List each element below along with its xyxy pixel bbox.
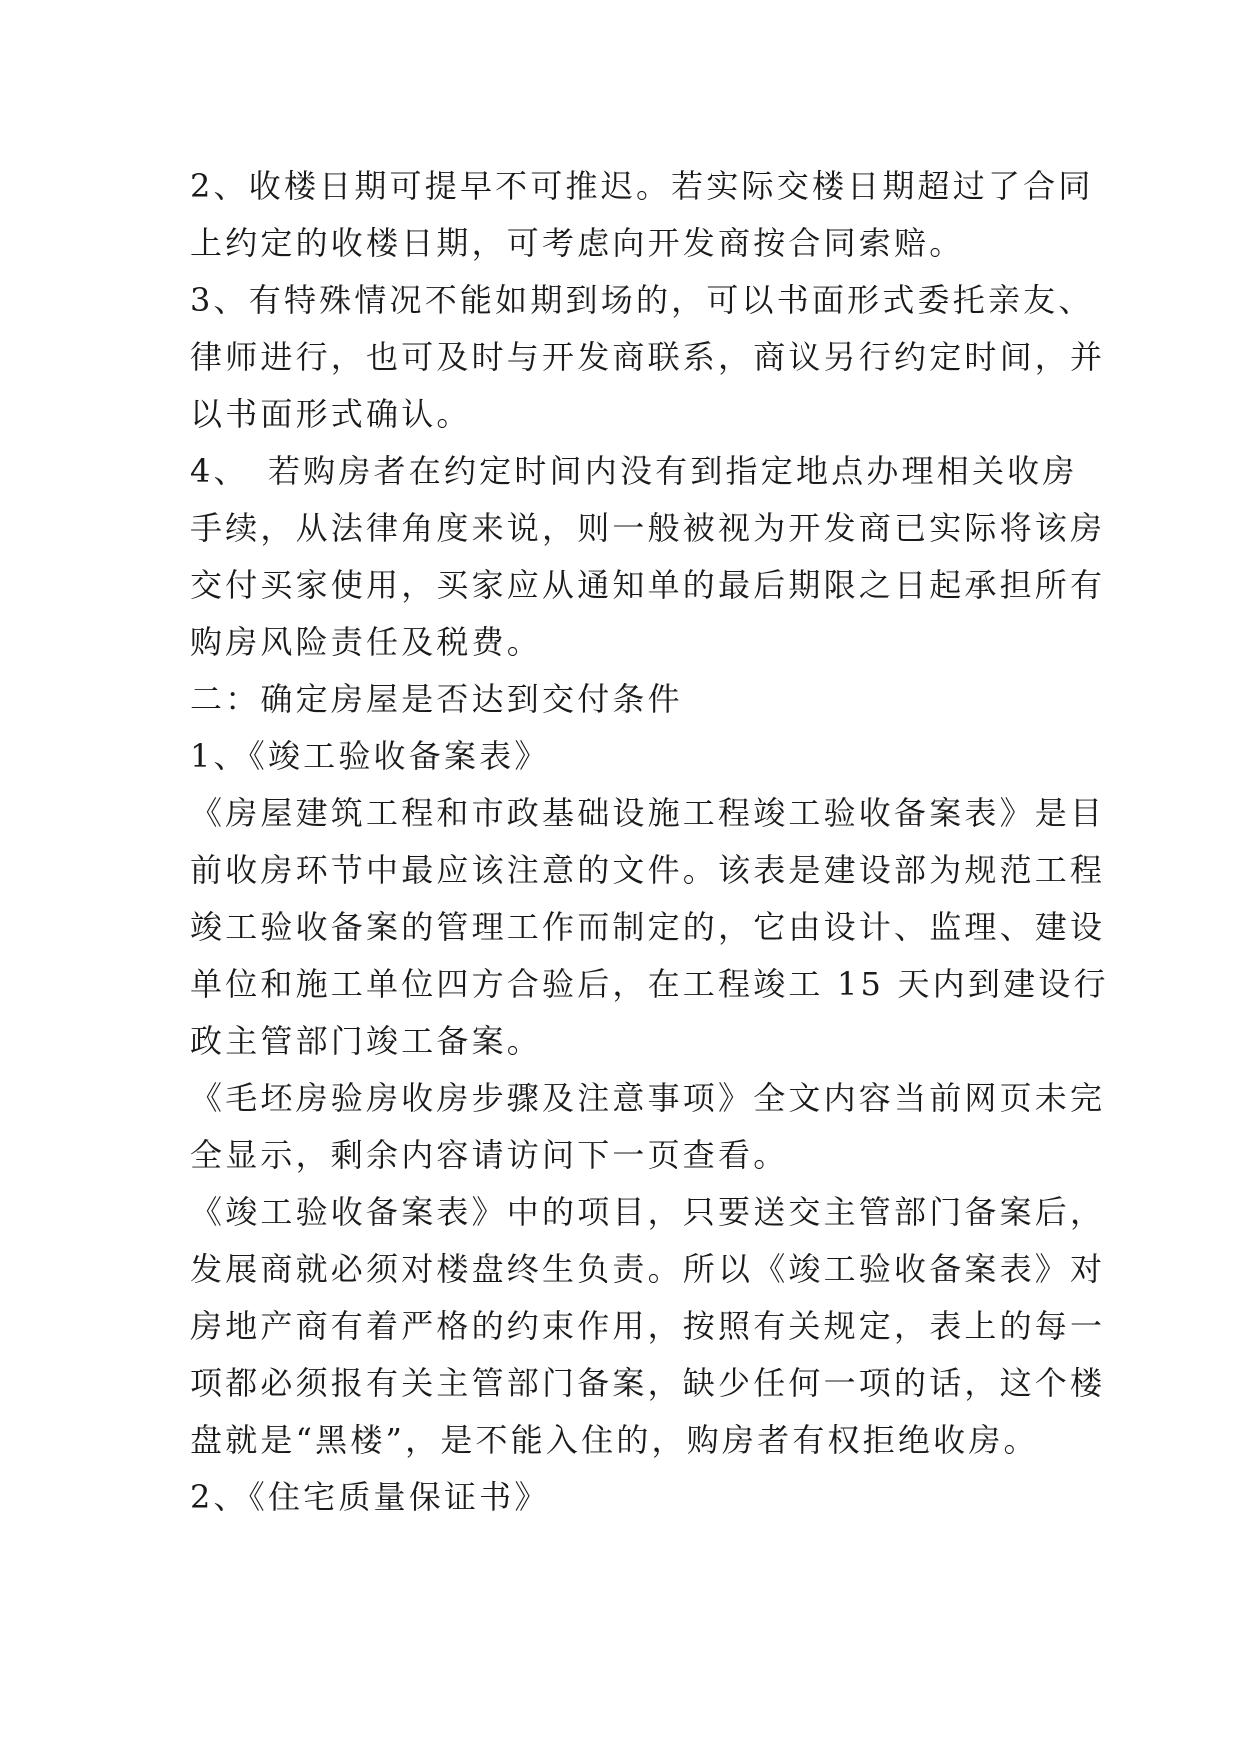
document-body: [190, 158, 1109, 1526]
body-line: 发展商就必须对楼盘终生负责。所以《竣工验收备案表》对: [190, 1250, 1106, 1288]
body-line: 购房风险责任及税费。: [190, 623, 543, 661]
body-line: 竣工验收备案的管理工作而制定的，它由设计、监理、建设: [190, 908, 1106, 946]
body-line: 《毛坯房验房收房步骤及注意事项》全文内容当前网页未完: [190, 1079, 1106, 1117]
body-line: 《房屋建筑工程和市政基础设施工程竣工验收备案表》是目: [190, 794, 1106, 832]
body-line: 4、 若购房者在约定时间内没有到指定地点办理相关收房: [190, 452, 1078, 490]
section-heading: 二：确定房屋是否达到交付条件: [190, 680, 683, 718]
subsection-heading: 2、《住宅质量保证书》: [190, 1478, 550, 1516]
body-line: 3、有特殊情况不能如期到场的，可以书面形式委托亲友、: [190, 281, 1094, 319]
body-line: 以书面形式确认。: [190, 395, 472, 433]
body-line: 前收房环节中最应该注意的文件。该表是建设部为规范工程: [190, 851, 1106, 889]
body-line: 交付买家使用，买家应从通知单的最后期限之日起承担所有: [190, 566, 1106, 604]
subsection-heading: 1、《竣工验收备案表》: [190, 737, 550, 775]
body-line: 项都必须报有关主管部门备案，缺少任何一项的话，这个楼: [190, 1364, 1106, 1402]
body-line: 律师进行，也可及时与开发商联系，商议另行约定时间，并: [190, 338, 1106, 376]
body-line: 《竣工验收备案表》中的项目，只要送交主管部门备案后，: [190, 1193, 1106, 1231]
body-line: 盘就是“黑楼”，是不能入住的，购房者有权拒绝收房。: [190, 1421, 1039, 1459]
body-line: 上约定的收楼日期，可考虑向开发商按合同索赔。: [190, 224, 965, 262]
body-line: 2、收楼日期可提早不可推迟。若实际交楼日期超过了合同: [190, 167, 1094, 205]
body-line: 房地产商有着严格的约束作用，按照有关规定，表上的每一: [190, 1307, 1106, 1345]
body-line: 单位和施工单位四方合验后，在工程竣工 15 天内到建设行: [190, 965, 1109, 1003]
body-line: 手续，从法律角度来说，则一般被视为开发商已实际将该房: [190, 509, 1106, 547]
body-line: 全显示，剩余内容请访问下一页查看。: [190, 1136, 789, 1174]
body-line: 政主管部门竣工备案。: [190, 1022, 543, 1060]
